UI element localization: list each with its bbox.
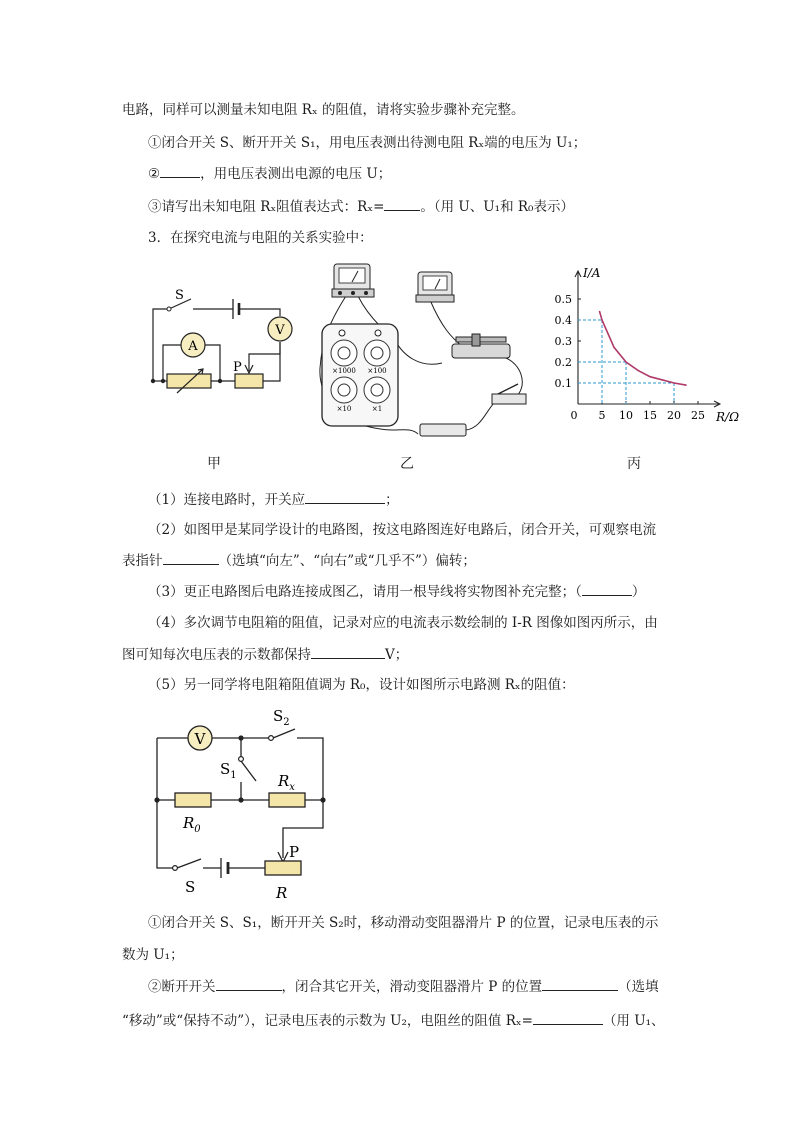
answer-blank-slider[interactable] bbox=[542, 976, 618, 991]
rheostat-symbol bbox=[235, 374, 263, 388]
dial-x1-label: ×1 bbox=[371, 405, 383, 413]
answer-blank-rx[interactable] bbox=[533, 1010, 603, 1025]
rheostat-device bbox=[452, 344, 510, 358]
slider-p-label: P bbox=[233, 360, 242, 375]
figure-yi-apparatus bbox=[292, 258, 540, 443]
voltmeter-label: V bbox=[275, 323, 285, 338]
resistor-r0 bbox=[175, 793, 211, 807]
step2-part-c: （选填 bbox=[618, 979, 659, 995]
answer-blank-sub4[interactable] bbox=[311, 644, 385, 659]
s2-label: $S_2$ bbox=[273, 707, 290, 728]
data-point bbox=[649, 376, 651, 378]
dial-x1000-label: ×1000 bbox=[332, 367, 356, 375]
data-point bbox=[685, 384, 687, 386]
i-r-curve bbox=[600, 312, 686, 386]
caption-jia: 甲 bbox=[207, 456, 221, 472]
sub3-suffix: ） bbox=[631, 584, 646, 600]
q3-sub1 bbox=[148, 489, 399, 510]
sub1-text: （1）连接电路时，开关应 bbox=[148, 492, 306, 508]
x-tick-label: 25 bbox=[691, 409, 705, 422]
s-label: S bbox=[185, 878, 196, 896]
figure-jia-circuit bbox=[145, 285, 305, 395]
q3-sub4-line1: （4）多次调节电阻箱的阻值，记录对应的电流表示数绘制的 I-R 图像如图丙所示，由 bbox=[148, 615, 658, 631]
intro-step2 bbox=[148, 163, 391, 184]
q3-sub2-line2 bbox=[122, 550, 476, 571]
x-axis-label: R/Ω bbox=[716, 410, 740, 424]
step3-prefix: ③请写出未知电阻 Rₓ阻值表达式：Rₓ= bbox=[148, 199, 385, 215]
intro-line: 电路，同样可以测量未知电阻 Rₓ 的阻值，请将实验步骤补充完整。 bbox=[122, 102, 525, 118]
step2-suffix: ，用电压表测出电源的电压 U； bbox=[200, 166, 392, 182]
ammeter-label: A bbox=[188, 339, 198, 354]
x-tick-label: 15 bbox=[643, 409, 657, 422]
data-point bbox=[637, 370, 639, 372]
answer-blank-sub2[interactable] bbox=[163, 550, 219, 565]
sub3-prefix: （3）更正电路图后电路连接成图乙，请用一根导线将实物图补充完整；（ bbox=[148, 584, 582, 600]
step3-part-b: （用 U₁、 bbox=[602, 1013, 665, 1029]
part5-step2-line1 bbox=[148, 976, 659, 997]
caption-yi: 乙 bbox=[400, 456, 414, 472]
q3-sub2-line1: （2）如图甲是某同学设计的电路图，按这电路图连好电路后，闭合开关，可观察电流 bbox=[148, 522, 657, 538]
answer-blank-step2[interactable] bbox=[160, 163, 200, 178]
dial-x10-label: ×10 bbox=[336, 405, 352, 413]
q3-sub5: （5）另一同学将电阻箱阻值调为 R₀，设计如图所示电路测 Rₓ的阻值： bbox=[148, 677, 575, 693]
x-tick-label: 10 bbox=[619, 409, 633, 422]
rheostat-r bbox=[265, 861, 301, 875]
q3-title: 3．在探究电流与电阻的关系实验中： bbox=[148, 230, 373, 246]
step3-suffix: 。（用 U、U₁和 R₀表示） bbox=[420, 199, 574, 215]
y-axis-label: I/A bbox=[583, 266, 601, 280]
part5-step1-line2: 数为 U₁； bbox=[122, 947, 184, 963]
q3-sub4-line2 bbox=[122, 644, 408, 665]
data-point bbox=[599, 311, 601, 313]
answer-blank-sub3[interactable] bbox=[582, 581, 632, 596]
sub4-prefix: 图可知每次电压表的示数都保持 bbox=[122, 647, 311, 663]
rx-label: $R_x$ bbox=[278, 772, 295, 793]
q3-sub3 bbox=[148, 581, 645, 602]
y-tick-label: 0.2 bbox=[554, 356, 572, 369]
sub4-suffix: V； bbox=[385, 647, 409, 663]
r0-label: $R_0$ bbox=[183, 814, 201, 835]
dial-x100-label: ×100 bbox=[367, 367, 387, 375]
sub1-end: ； bbox=[385, 492, 399, 508]
figure-bing-chart bbox=[538, 262, 740, 424]
resistance-box-symbol bbox=[167, 374, 211, 388]
x-tick-label: 5 bbox=[598, 409, 606, 422]
step2-part-b: ，闭合其它开关，滑动变阻器滑片 P 的位置 bbox=[281, 979, 543, 995]
answer-blank-step3[interactable] bbox=[384, 196, 420, 211]
x-tick-label: 0 bbox=[570, 409, 578, 422]
step2-prefix: ② bbox=[148, 166, 161, 182]
y-tick-label: 0.3 bbox=[554, 335, 572, 348]
r-label: R bbox=[276, 884, 288, 902]
data-point bbox=[613, 347, 615, 349]
data-point bbox=[673, 382, 675, 384]
answer-blank-sub1[interactable] bbox=[305, 489, 385, 504]
step2-part-a: ②断开开关 bbox=[148, 979, 216, 995]
data-point bbox=[601, 319, 603, 321]
sub2-suffix: （选填“向左”、“向右”或“几乎不”）偏转； bbox=[218, 553, 476, 569]
figure-part5-circuit bbox=[145, 702, 345, 907]
resistor-rx bbox=[269, 793, 305, 807]
y-tick-label: 0.5 bbox=[554, 293, 572, 306]
x-tick-label: 20 bbox=[667, 409, 681, 422]
resistance-box-device bbox=[322, 324, 398, 426]
intro-step1: ①闭合开关 S、断开开关 S₁，用电压表测出待测电阻 Rₓ端的电压为 U₁； bbox=[148, 135, 587, 151]
intro-step3 bbox=[148, 196, 574, 217]
caption-bing: 丙 bbox=[627, 456, 641, 472]
answer-blank-switch[interactable] bbox=[216, 976, 282, 991]
step3-part-a: “移动”或“保持不动”），记录电压表的示数为 U₂，电阻丝的阻值 Rₓ= bbox=[122, 1013, 533, 1029]
switch-device bbox=[492, 394, 526, 404]
data-point bbox=[625, 361, 627, 363]
battery-device bbox=[420, 424, 466, 436]
y-tick-label: 0.4 bbox=[554, 314, 572, 327]
switch-s-label: S bbox=[175, 288, 184, 303]
y-tick-label: 0.1 bbox=[554, 377, 572, 390]
data-point bbox=[661, 379, 663, 381]
part5-step1-line1: ①闭合开关 S、S₁，断开开关 S₂时，移动滑动变阻器滑片 P 的位置，记录电压表的示 bbox=[148, 915, 659, 931]
part5-step2-line2 bbox=[122, 1010, 665, 1031]
voltmeter-label-part5: V bbox=[194, 730, 206, 748]
sub2-prefix: 表指针 bbox=[122, 553, 163, 569]
p-label: P bbox=[289, 843, 300, 861]
s1-label: $S_1$ bbox=[220, 760, 237, 781]
